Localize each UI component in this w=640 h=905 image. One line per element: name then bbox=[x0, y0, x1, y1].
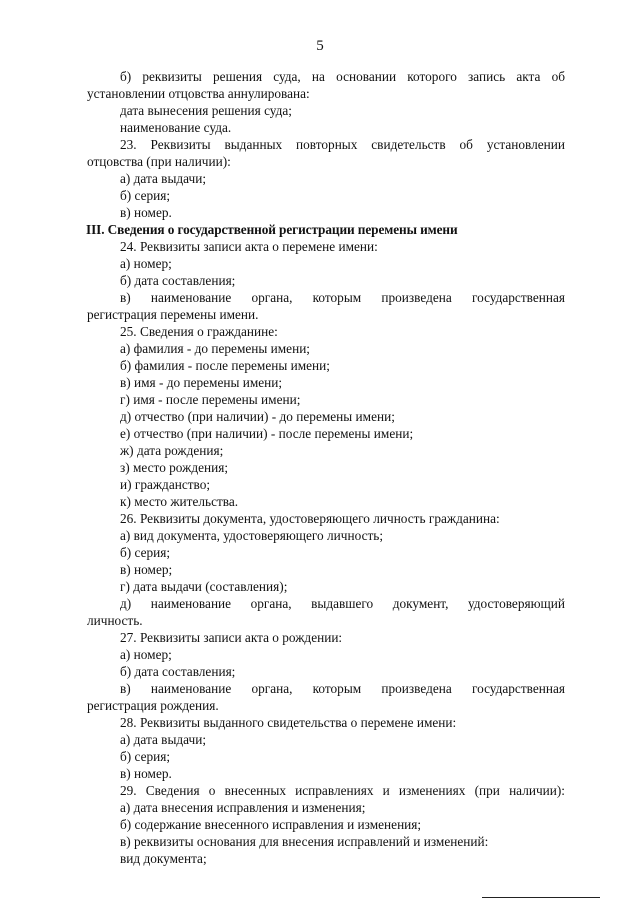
document-line: е) отчество (при наличии) - после перемены имени; bbox=[120, 426, 414, 441]
document-line: б) серия; bbox=[120, 188, 171, 203]
document-line: 24. Реквизиты записи акта о перемене имени: bbox=[120, 239, 378, 254]
document-line: наименование суда. bbox=[120, 120, 232, 135]
document-line: в) номер. bbox=[120, 766, 172, 781]
document-line: 28. Реквизиты выданного свидетельства о перемене имени: bbox=[120, 715, 457, 730]
document-line: отцовства (при наличии): bbox=[87, 154, 231, 169]
document-line: з) место рождения; bbox=[120, 460, 229, 475]
document-line: в) наименование органа, которым произведена государственная bbox=[120, 290, 565, 305]
document-line: а) дата внесения исправления и изменения; bbox=[120, 800, 366, 815]
document-line: в) номер; bbox=[120, 562, 173, 577]
document-line: г) имя - после перемены имени; bbox=[120, 392, 301, 407]
document-line: 29. Сведения о внесенных исправлениях и изменениях (при наличии): bbox=[120, 783, 565, 798]
document-line: а) вид документа, удостоверяющего личность; bbox=[120, 528, 384, 543]
document-line: а) фамилия - до перемены имени; bbox=[120, 341, 310, 356]
document-line: б) серия; bbox=[120, 749, 171, 764]
document-line: в) наименование органа, которым произведена государственная bbox=[120, 681, 565, 696]
document-line: личность. bbox=[87, 613, 143, 628]
document-line: б) дата составления; bbox=[120, 273, 236, 288]
page-number: 5 bbox=[316, 38, 324, 54]
document-line: б) фамилия - после перемены имени; bbox=[120, 358, 330, 373]
document-line: а) номер; bbox=[120, 647, 172, 662]
document-line: к) место жительства. bbox=[120, 494, 239, 509]
document-line: а) дата выдачи; bbox=[120, 171, 207, 186]
document-line: регистрация рождения. bbox=[87, 698, 219, 713]
document-body bbox=[87, 68, 565, 867]
document-line: установлении отцовства аннулирована: bbox=[87, 86, 310, 101]
section-heading: III. Сведения о государственной регистрации перемены имени bbox=[86, 222, 458, 237]
document-line: в) реквизиты основания для внесения исправлений и изменений: bbox=[120, 834, 489, 849]
document-line: а) дата выдачи; bbox=[120, 732, 207, 747]
document-line: и) гражданство; bbox=[120, 477, 211, 492]
document-line: регистрация перемены имени. bbox=[87, 307, 259, 322]
footer-rule bbox=[482, 897, 600, 898]
document-line: в) имя - до перемены имени; bbox=[120, 375, 283, 390]
document-line: 27. Реквизиты записи акта о рождении: bbox=[120, 630, 343, 645]
document-line: в) номер. bbox=[120, 205, 172, 220]
document-line: д) наименование органа, выдавшего документ, удостоверяющий bbox=[120, 596, 565, 611]
document-line: г) дата выдачи (составления); bbox=[120, 579, 288, 594]
document-line: ж) дата рождения; bbox=[120, 443, 224, 458]
document-line: вид документа; bbox=[120, 851, 207, 866]
document-line: б) содержание внесенного исправления и изменения; bbox=[120, 817, 422, 832]
document-line: б) серия; bbox=[120, 545, 171, 560]
document-line: 23. Реквизиты выданных повторных свидетельств об установлении bbox=[120, 137, 565, 152]
document-line: дата вынесения решения суда; bbox=[120, 103, 292, 118]
document-line: б) дата составления; bbox=[120, 664, 236, 679]
document-line: 26. Реквизиты документа, удостоверяющего личность гражданина: bbox=[120, 511, 500, 526]
document-line: б) реквизиты решения суда, на основании которого запись акта об bbox=[120, 69, 565, 84]
document-line: д) отчество (при наличии) - до перемены имени; bbox=[120, 409, 395, 424]
document-line: 25. Сведения о гражданине: bbox=[120, 324, 278, 339]
document-line: а) номер; bbox=[120, 256, 172, 271]
